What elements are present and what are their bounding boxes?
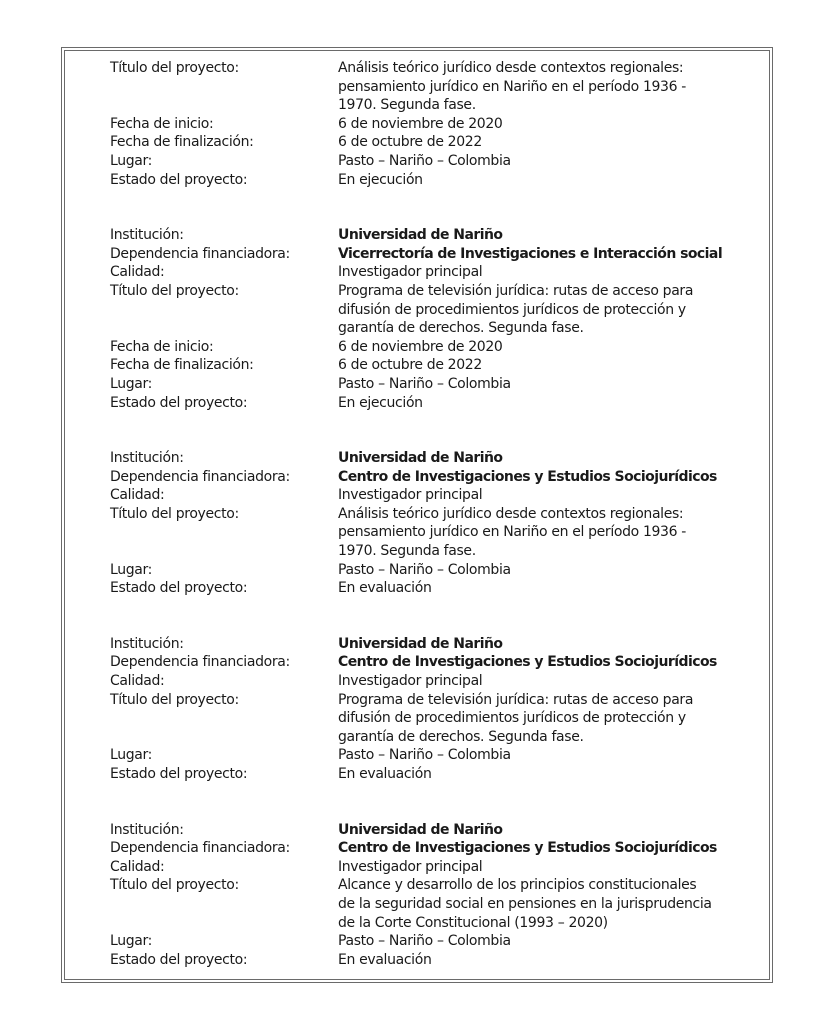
titulo-line: Análisis teórico jurídico desde contextos regionales: [338, 60, 684, 76]
field-row-institucion [110, 821, 770, 840]
value-fecha-inicio: 6 de noviembre de 2020 [338, 115, 503, 132]
value-estado: En evaluación [338, 951, 432, 968]
value-dependencia: Centro de Investigaciones y Estudios Sociojurídicos [338, 468, 717, 485]
value-institucion: Universidad de Nariño [338, 450, 503, 467]
label-lugar: Lugar: [110, 375, 153, 392]
field-row-titulo [110, 282, 770, 338]
titulo-line: garantía de derechos. Segunda fase. [338, 728, 584, 745]
spacer [110, 784, 770, 821]
value-fecha-fin: 6 de octubre de 2022 [338, 134, 482, 151]
label-titulo: Título del proyecto: [110, 282, 239, 299]
value-institucion: Universidad de Nariño [338, 227, 503, 244]
value-lugar: Pasto – Nariño – Colombia [338, 152, 511, 169]
label-institucion: Institución: [110, 450, 184, 467]
value-calidad: Investigador principal [338, 264, 483, 281]
label-fecha-inicio: Fecha de inicio: [110, 115, 214, 132]
field-row-fecha-inicio [110, 115, 770, 134]
label-estado: Estado del proyecto: [110, 951, 248, 968]
label-titulo: Título del proyecto: [110, 877, 239, 894]
field-row-titulo [110, 59, 770, 115]
field-row-institucion [110, 449, 770, 468]
titulo-line: 1970. Segunda fase. [338, 543, 476, 560]
label-estado: Estado del proyecto: [110, 766, 248, 782]
value-estado: En ejecución [338, 394, 423, 411]
field-row-titulo [110, 505, 770, 561]
project-entry [110, 449, 770, 598]
titulo-line: difusión de procedimientos jurídicos de protección y [338, 301, 686, 318]
value-titulo [338, 282, 760, 338]
label-dependencia: Dependencia financiadora: [110, 468, 290, 485]
titulo-line: Programa de televisión jurídica: rutas de acceso para [338, 282, 694, 299]
label-calidad: Calidad: [110, 858, 165, 875]
field-row-institucion [110, 635, 770, 654]
field-row-titulo [110, 691, 770, 747]
titulo-line: pensamiento jurídico en Nariño en el período 1936 - [338, 524, 686, 541]
value-estado: En evaluación [338, 766, 432, 782]
label-lugar: Lugar: [110, 561, 153, 578]
titulo-line: Análisis teórico jurídico desde contextos regionales: [338, 505, 684, 522]
field-row-lugar [110, 561, 770, 580]
label-lugar: Lugar: [110, 747, 153, 764]
field-row-fecha-inicio [110, 338, 770, 357]
value-estado: En ejecución [338, 171, 423, 188]
value-lugar: Pasto – Nariño – Colombia [338, 933, 511, 950]
field-row-calidad [110, 672, 770, 691]
label-lugar: Lugar: [110, 152, 153, 169]
label-titulo: Título del proyecto: [110, 60, 239, 76]
value-fecha-inicio: 6 de noviembre de 2020 [338, 338, 503, 355]
project-entry [110, 635, 770, 784]
spacer [110, 189, 770, 226]
spacer [110, 412, 770, 449]
label-titulo: Título del proyecto: [110, 691, 239, 708]
value-lugar: Pasto – Nariño – Colombia [338, 747, 511, 764]
project-entry [110, 226, 770, 412]
value-calidad: Investigador principal [338, 487, 483, 504]
titulo-line: 1970. Segunda fase. [338, 97, 476, 114]
label-fecha-fin: Fecha de finalización: [110, 134, 254, 151]
field-row-calidad [110, 858, 770, 877]
document-body [110, 59, 770, 969]
label-titulo: Título del proyecto: [110, 505, 239, 522]
label-estado: Estado del proyecto: [110, 580, 248, 597]
value-institucion: Universidad de Nariño [338, 821, 503, 838]
field-row-dependencia [110, 468, 770, 487]
label-calidad: Calidad: [110, 487, 165, 504]
value-titulo [338, 876, 760, 932]
value-fecha-fin: 6 de octubre de 2022 [338, 357, 482, 374]
label-dependencia: Dependencia financiadora: [110, 245, 290, 262]
titulo-line: pensamiento jurídico en Nariño en el período 1936 - [338, 78, 686, 95]
field-row-dependencia [110, 245, 770, 264]
field-row-calidad [110, 486, 770, 505]
label-institucion: Institución: [110, 821, 184, 838]
spacer [110, 598, 770, 635]
label-estado: Estado del proyecto: [110, 394, 248, 411]
label-fecha-inicio: Fecha de inicio: [110, 338, 214, 355]
label-fecha-fin: Fecha de finalización: [110, 357, 254, 374]
field-row-fecha-fin [110, 133, 770, 152]
field-row-estado [110, 579, 770, 598]
field-row-institucion [110, 226, 770, 245]
titulo-line: de la seguridad social en pensiones en la jurisprudencia [338, 895, 712, 912]
label-institucion: Institución: [110, 227, 184, 244]
value-dependencia: Centro de Investigaciones y Estudios Sociojurídicos [338, 840, 717, 857]
titulo-line: garantía de derechos. Segunda fase. [338, 320, 584, 337]
value-lugar: Pasto – Nariño – Colombia [338, 375, 511, 392]
field-row-calidad [110, 263, 770, 282]
label-lugar: Lugar: [110, 933, 153, 950]
field-row-fecha-fin [110, 356, 770, 375]
label-dependencia: Dependencia financiadora: [110, 654, 290, 671]
field-row-dependencia [110, 839, 770, 858]
field-row-lugar [110, 746, 770, 765]
value-titulo [338, 59, 760, 115]
value-lugar: Pasto – Nariño – Colombia [338, 561, 511, 578]
label-dependencia: Dependencia financiadora: [110, 840, 290, 857]
value-titulo [338, 505, 760, 561]
titulo-line: Alcance y desarrollo de los principios constitucionales [338, 877, 697, 894]
field-row-lugar [110, 932, 770, 951]
field-row-estado [110, 394, 770, 413]
field-row-lugar [110, 375, 770, 394]
value-estado: En evaluación [338, 580, 432, 597]
value-calidad: Investigador principal [338, 673, 483, 690]
field-row-estado [110, 765, 770, 784]
field-row-lugar [110, 152, 770, 171]
field-row-estado [110, 951, 770, 970]
field-row-titulo [110, 876, 770, 932]
titulo-line: de la Corte Constitucional (1993 – 2020) [338, 914, 608, 931]
value-calidad: Investigador principal [338, 858, 483, 875]
label-estado: Estado del proyecto: [110, 171, 248, 188]
label-calidad: Calidad: [110, 673, 165, 690]
value-dependencia: Centro de Investigaciones y Estudios Sociojurídicos [338, 654, 717, 671]
value-institucion: Universidad de Nariño [338, 635, 503, 652]
titulo-line: Programa de televisión jurídica: rutas de acceso para [338, 691, 694, 708]
value-dependencia: Vicerrectoría de Investigaciones e Interacción social [338, 245, 723, 262]
project-entry [110, 821, 770, 970]
field-row-dependencia [110, 653, 770, 672]
field-row-estado [110, 171, 770, 190]
label-calidad: Calidad: [110, 264, 165, 281]
project-entry [110, 59, 770, 189]
label-institucion: Institución: [110, 635, 184, 652]
titulo-line: difusión de procedimientos jurídicos de protección y [338, 710, 686, 727]
value-titulo [338, 691, 760, 747]
